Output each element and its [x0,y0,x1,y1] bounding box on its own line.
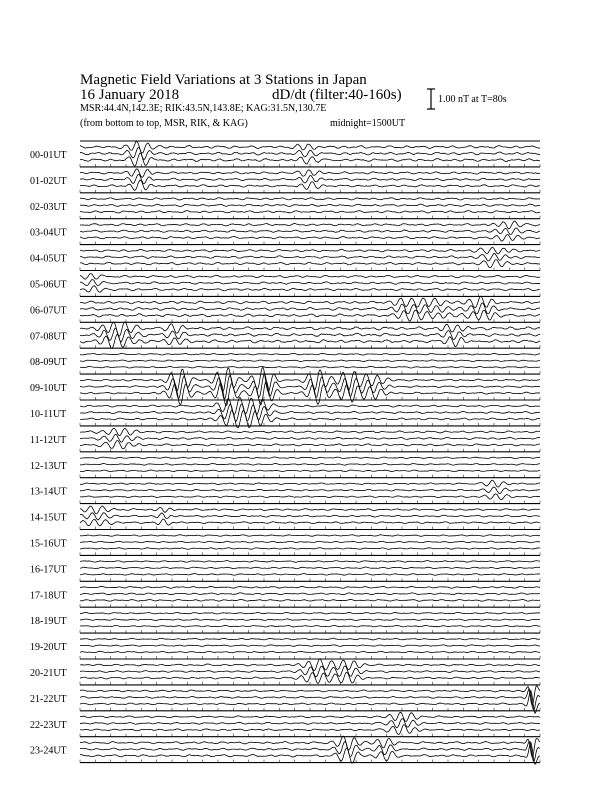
hour-label: 02-03UT [30,201,67,213]
trace-msr [80,725,540,735]
hour-label: 21-22UT [30,693,67,705]
trace-msr [80,672,540,683]
trace-rik [80,204,540,207]
chart-title: Magnetic Field Variations at 3 Stations in Japan [80,72,367,88]
trace-rik [80,148,540,160]
trace-msr [80,625,540,627]
trace-rik [80,374,540,399]
hour-label: 18-19UT [30,616,67,628]
trace-kag [80,712,540,721]
trace-rik [80,719,540,728]
trace-kag [80,612,540,614]
trace-rik [80,593,540,595]
trace-kag [80,506,540,514]
trace-rik [80,463,540,465]
trace-rik [80,513,540,520]
trace-kag [80,561,540,563]
trace-rik [80,303,540,314]
hour-label: 23-24UT [30,745,67,757]
hour-label: 06-07UT [30,305,67,317]
trace-kag [80,221,540,229]
hour-label: 15-16UT [30,538,67,550]
hour-label: 14-15UT [30,512,67,524]
trace-rik [80,645,540,647]
trace-msr [80,519,540,526]
trace-kag [80,638,540,640]
hour-label: 05-06UT [30,279,67,291]
trace-rik [80,253,540,261]
trace-rik [80,741,540,761]
trace-msr [80,494,540,500]
hour-label: 04-05UT [30,253,67,265]
scale-label: 1.00 nT at T=80s [438,94,507,105]
hour-label: 22-23UT [30,719,67,731]
trace-msr [80,211,540,214]
trace-msr [80,381,540,406]
trace-rik [80,279,540,285]
trace-rik [80,487,540,494]
trace-kag [80,586,540,588]
trace-kag [80,659,540,671]
trace-rik [80,666,540,677]
trace-msr [80,180,540,190]
trace-kag [80,353,540,355]
trace-kag [80,480,540,487]
trace-kag [80,428,540,435]
hour-label: 10-11UT [30,409,67,420]
trace-rik [80,434,540,442]
chart-quantity: dD/dt (filter:40-160s) [272,87,402,103]
hour-label: 17-18UT [30,590,67,602]
trace-msr [80,286,540,293]
trace-msr [80,548,540,550]
midnight-note: midnight=1500UT [330,118,406,129]
trace-rik [80,689,540,710]
trace-msr [80,235,540,242]
trace-kag [80,247,540,254]
trace-msr [80,366,540,368]
trace-rik [80,541,540,543]
trace-msr [80,574,540,576]
trace-rik [80,228,540,235]
trace-kag [80,457,540,459]
hour-label: 00-01UT [30,150,67,161]
trace-rik [80,360,540,362]
trace-rik [80,619,540,621]
station-coordinates: MSR:44.4N,142.3E; RIK:43.5N,143.8E; KAG:31.5N,130.7E [80,103,327,114]
hour-label: 20-21UT [30,668,67,679]
station-order-note: (from bottom to top, MSR, RIK, & KAG) [80,118,248,129]
hour-label: 16-17UT [30,564,67,576]
hour-label: 19-20UT [30,642,67,654]
trace-msr [80,260,540,268]
chart-date: 16 January 2018 [80,87,180,103]
hour-label: 13-14UT [30,486,67,498]
hour-label: 11-12UT [30,434,67,446]
trace-kag [80,535,540,537]
trace-msr [80,441,540,449]
hour-label: 03-04UT [30,227,67,239]
trace-kag [80,198,540,200]
hour-label: 01-02UT [30,175,67,187]
hour-label: 07-08UT [30,331,67,343]
trace-rik [80,328,540,342]
hour-label: 09-10UT [30,383,67,395]
trace-kag [80,736,540,757]
trace-msr [80,470,540,472]
trace-kag [80,274,540,279]
trace-rik [80,567,540,569]
trace-msr [80,599,540,601]
trace-msr [80,651,540,653]
trace-kag [80,686,540,706]
hour-label: 08-09UT [30,357,67,369]
hour-label: 12-13UT [30,460,67,472]
trace-rik [80,175,540,184]
